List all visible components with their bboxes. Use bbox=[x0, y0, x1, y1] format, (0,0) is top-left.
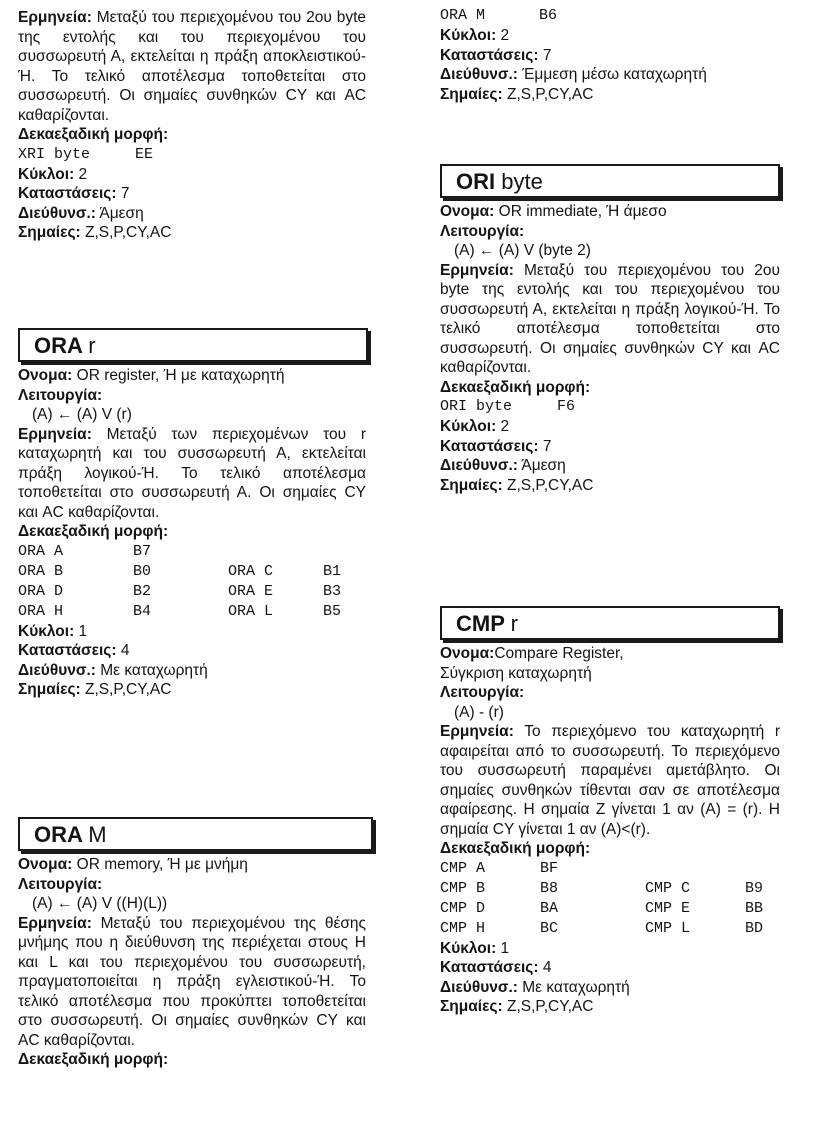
cmp-r-code-table bbox=[440, 859, 780, 939]
ora-m-cycles: Κύκλοι: 2 bbox=[440, 27, 510, 44]
ori-name: Ονομα: OR immediate, Ή άμεσο bbox=[440, 203, 667, 220]
ora-m-continuation bbox=[440, 6, 780, 104]
cmp-r-hex-label: Δεκαεξαδική μορφή: bbox=[440, 840, 591, 857]
cmp-r-addressing: Διεύθυνσ.: Με καταχωρητή bbox=[440, 978, 630, 996]
ora-r-flags: Σημαίες: Z,S,P,CY,AC bbox=[18, 681, 172, 698]
cmp-r-title: CMP r bbox=[440, 606, 780, 640]
code-cell: CMP A bbox=[440, 859, 486, 877]
cmp-r-name: Ονομα:Compare Register, bbox=[440, 645, 624, 662]
ori-function: (A) ← (A) V (byte 2) bbox=[454, 242, 591, 259]
xri-cycles: Κύκλοι: 2 bbox=[18, 165, 88, 183]
code-cell: B7 bbox=[133, 542, 152, 560]
cmp-r-section bbox=[440, 606, 780, 1017]
xri-hex-label: Δεκαεξαδική μορφή: bbox=[18, 126, 169, 143]
ora-m-function: (A) ← (A) V ((H)(L)) bbox=[32, 895, 168, 912]
code-cell: B2 bbox=[133, 582, 152, 600]
code-cell: B4 bbox=[133, 602, 152, 620]
cmp-r-states: Καταστάσεις: 4 bbox=[440, 959, 552, 976]
ora-m-section bbox=[18, 817, 366, 1070]
code-cell: ORA D bbox=[18, 582, 64, 600]
ora-m-name: Ονομα: OR memory, Ή με μνήμη bbox=[18, 856, 248, 873]
ora-r-title: ORA r bbox=[18, 328, 368, 362]
code-cell: ORA C bbox=[228, 562, 274, 580]
ora-r-function: (A) ← (A) V (r) bbox=[32, 406, 132, 423]
xri-hex-code: XRI byte EE bbox=[18, 145, 154, 163]
cmp-r-name-line2: Σύγκριση καταχωρητή bbox=[440, 664, 592, 682]
ora-m-hex-code: ORA M B6 bbox=[440, 7, 558, 24]
code-cell bbox=[228, 542, 323, 562]
code-cell: ORA L bbox=[228, 602, 274, 620]
ora-r-cycles: Κύκλοι: 1 bbox=[18, 622, 88, 640]
ori-interpretation: Ερμηνεία: Μεταξύ του περιεχομένου του 2ου byte της εντολής και του περιεχομένου του συσσωρευτή Α, εκτελείται η πράξη λογικού-Ή. Το τελικό αποτέλεσμα τοποθετείται στο συσσωρευτή. Οι σημαίες συνθηκών CY και AC καθαρίζονται. bbox=[440, 261, 780, 376]
cmp-r-interpretation: Ερμηνεία: Το περιεχόμενο του καταχωρητή r αφαιρείται από το συσσωρευτή. Το περιεχόμενο του συσσωρευτή παραμένει αμετάβλητο. Οι σημαίες συνθηκών τίθενται σαν σε αποτέλεσμα αφαίρεσης. Η σημαία Z γίνεται 1 αν (A) = (r). Η σημαία CY γίνεται 1 αν (A)<(r). bbox=[440, 723, 780, 838]
code-cell: BD bbox=[745, 919, 764, 937]
ora-r-interpretation: Ερμηνεία: Μεταξύ των περιεχομένων του r καταχωρητή και του συσσωρευτή Α, εκτελείται πράξη λογικού-Ή. Το τελικό αποτέλεσμα τοποθετείται στο συσσωρευτή Α. Οι σημαίες CY και AC καθαρίζονται. bbox=[18, 425, 366, 521]
code-cell: B9 bbox=[745, 879, 764, 897]
ora-m-title: ORA M bbox=[18, 817, 373, 851]
xri-interpretation: Ερμηνεία: Μεταξύ του περιεχομένου του 2ου byte της εντολής και του περιεχομένου του συσσωρευτή Α, εκτελείται η πράξη αποκλειστικού-Ή. Το τελικό αποτέλεσμα τοποθετείται στο συσσωρευτή. Οι σημαίες συνθηκών CY και AC καθαρίζονται. bbox=[18, 9, 366, 124]
ora-m-interpretation: Ερμηνεία: Μεταξύ του περιεχομένου της θέσης μνήμης που η διεύθυνση της περιέχεται στους H και L και του περιεχομένου του συσσωρευτή, πραγματοποιείται η πράξη εγλειστικού-Ή. Το τελικό αποτέλεσμα που προκύπτει τοποθετείται στο συσσωρευτή. Οι σημαίες συνθηκών CY και AC καθαρίζονται. bbox=[18, 914, 367, 1049]
code-cell: B5 bbox=[323, 602, 342, 620]
code-cell: CMP B bbox=[440, 879, 486, 897]
ora-r-addressing: Διεύθυνσ.: Με καταχωρητή bbox=[18, 661, 208, 679]
ori-hex-label: Δεκαεξαδική μορφή: bbox=[440, 378, 591, 396]
ori-title: ORI byte bbox=[440, 164, 780, 198]
code-cell: BC bbox=[540, 919, 559, 937]
ori-flags: Σημαίες: Z,S,P,CY,AC bbox=[440, 476, 594, 494]
cmp-r-function: (A) - (r) bbox=[454, 703, 504, 721]
code-cell: B1 bbox=[323, 562, 342, 580]
ora-r-name: Ονομα: OR register, Ή με καταχωρητή bbox=[18, 367, 285, 384]
ora-r-code-table bbox=[18, 542, 366, 622]
xri-states: Καταστάσεις: 7 bbox=[18, 185, 130, 202]
ori-states: Καταστάσεις: 7 bbox=[440, 437, 552, 455]
code-cell: ORA A bbox=[18, 542, 64, 560]
cmp-r-cycles: Κύκλοι: 1 bbox=[440, 939, 510, 957]
xri-continuation bbox=[18, 8, 366, 243]
ora-m-function-label: Λειτουργία: bbox=[18, 875, 103, 893]
code-cell: B3 bbox=[323, 582, 342, 600]
xri-flags: Σημαίες: Z,S,P,CY,AC bbox=[18, 224, 172, 241]
cmp-r-flags: Σημαίες: Z,S,P,CY,AC bbox=[440, 998, 594, 1015]
code-cell: CMP C bbox=[645, 879, 691, 897]
ori-cycles: Κύκλοι: 2 bbox=[440, 418, 510, 435]
ori-addressing: Διεύθυνσ.: Άμεση bbox=[440, 457, 566, 474]
code-cell: CMP L bbox=[645, 919, 691, 937]
code-cell: ORA H bbox=[18, 602, 64, 620]
ori-hex-code: ORI byte F6 bbox=[440, 398, 576, 415]
code-cell: BF bbox=[540, 859, 559, 877]
xri-addressing: Διεύθυνσ.: Άμεση bbox=[18, 204, 144, 222]
ora-r-function-label: Λειτουργία: bbox=[18, 386, 103, 404]
ori-function-label: Λειτουργία: bbox=[440, 222, 525, 240]
cmp-r-function-label: Λειτουργία: bbox=[440, 684, 525, 701]
ora-r-hex-label: Δεκαεξαδική μορφή: bbox=[18, 523, 169, 540]
code-cell: B8 bbox=[540, 879, 559, 897]
code-cell: CMP H bbox=[440, 919, 486, 937]
ora-m-addressing: Διεύθυνσ.: Έμμεση μέσω καταχωρητή bbox=[440, 66, 707, 83]
code-cell bbox=[745, 859, 785, 879]
code-cell: ORA B bbox=[18, 562, 64, 580]
code-cell: BA bbox=[540, 899, 559, 917]
ora-r-section bbox=[18, 328, 366, 700]
code-cell: CMP E bbox=[645, 899, 691, 917]
code-cell bbox=[323, 542, 363, 562]
ora-m-hex-label: Δεκαεξαδική μορφή: bbox=[18, 1051, 169, 1068]
ora-r-states: Καταστάσεις: 4 bbox=[18, 642, 130, 659]
ori-section bbox=[440, 164, 780, 495]
code-cell bbox=[645, 859, 745, 879]
code-cell: B0 bbox=[133, 562, 152, 580]
ora-m-states: Καταστάσεις: 7 bbox=[440, 46, 552, 64]
code-cell: BB bbox=[745, 899, 764, 917]
code-cell: CMP D bbox=[440, 899, 486, 917]
ora-m-flags: Σημαίες: Z,S,P,CY,AC bbox=[440, 85, 594, 103]
code-cell: ORA E bbox=[228, 582, 274, 600]
